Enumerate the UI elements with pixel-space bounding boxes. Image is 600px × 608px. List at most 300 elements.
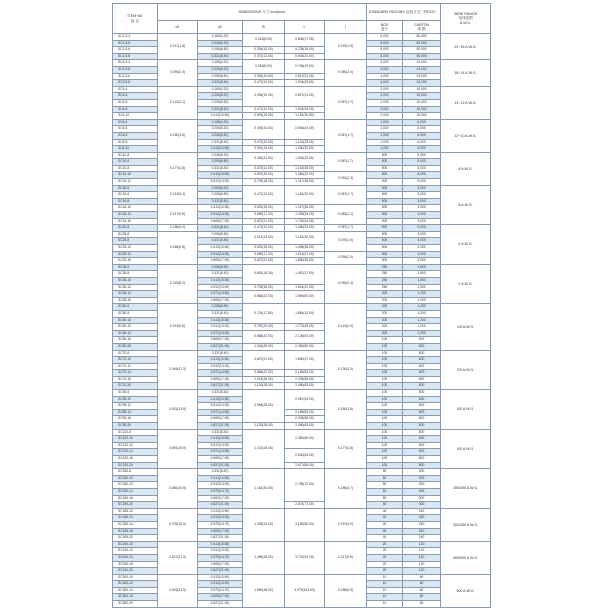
d1-cell: 0.531(13.5) bbox=[158, 390, 198, 430]
item-no-cell: SC2.5-5 bbox=[113, 66, 158, 73]
d1-cell: 0.827(21.0) bbox=[158, 541, 198, 574]
l-cell: 2.165(55.00) bbox=[285, 409, 325, 416]
table-row bbox=[113, 205, 491, 212]
b-cell: 0.591(15.00) bbox=[243, 245, 285, 252]
item-no-cell: SC185-10 bbox=[113, 508, 158, 515]
l-cell: 2.165(55.00) bbox=[285, 370, 325, 377]
l-cell: 2.087(53.00) bbox=[285, 390, 325, 410]
t-cell: 0.067(1.7) bbox=[325, 86, 367, 119]
b-cell: 0.315(8.00) bbox=[243, 34, 285, 47]
box-qty-cell: 250 bbox=[367, 271, 403, 278]
d2-cell: 0.571(14.50) bbox=[198, 370, 243, 377]
item-no-cell: SC240-20 bbox=[113, 568, 158, 575]
box-qty-cell: 2,000 bbox=[367, 106, 403, 113]
box-qty-cell: 5,000 bbox=[367, 53, 403, 60]
carton-qty-cell: 3,000 bbox=[403, 238, 441, 245]
d2-cell: 0.256(6.50) bbox=[198, 73, 243, 80]
d2-cell: 0.331(8.40) bbox=[198, 106, 243, 113]
item-no-cell: SC25-6 bbox=[113, 231, 158, 238]
b-cell: 0.669(17.00) bbox=[243, 251, 285, 258]
t-cell: 0.080(2.0) bbox=[325, 60, 367, 86]
carton-qty-cell: 1,500 bbox=[403, 284, 441, 291]
box-qty-cell: 500 bbox=[367, 185, 403, 192]
b-cell: 0.472(12.00) bbox=[243, 106, 285, 113]
l-cell: 1.339(34.00) bbox=[285, 212, 325, 219]
header-standard-packing: STANDARD PACKING 包装方式（PIECE） bbox=[367, 4, 441, 21]
carton-qty-cell: 300 bbox=[403, 502, 441, 509]
item-no-cell: SC25-12 bbox=[113, 251, 158, 258]
item-no-cell: SC10-8 bbox=[113, 165, 158, 172]
d2-cell: 0.331(8.40) bbox=[198, 139, 243, 146]
wire-range-cell: 250/300 A.W.G. bbox=[441, 469, 491, 509]
l-cell: 1.102(28.00) bbox=[285, 139, 325, 146]
d2-cell: 0.827(21.00) bbox=[198, 423, 243, 430]
d2-cell: 0.827(21.00) bbox=[198, 601, 243, 608]
carton-qty-cell: 6,000 bbox=[403, 139, 441, 146]
box-qty-cell: 500 bbox=[367, 198, 403, 205]
d2-cell: 0.206(5.20) bbox=[198, 126, 243, 133]
d2-cell: 0.512(13.00) bbox=[198, 284, 243, 291]
d2-cell: 0.669(17.00) bbox=[198, 594, 243, 601]
d2-cell: 0.571(14.50) bbox=[198, 409, 243, 416]
table-row bbox=[113, 508, 491, 515]
carton-qty-cell: 600 bbox=[403, 409, 441, 416]
box-qty-cell: 5,000 bbox=[367, 40, 403, 47]
d2-cell: 0.571(14.50) bbox=[198, 291, 243, 298]
box-qty-cell: 20 bbox=[367, 568, 403, 575]
l-cell: 0.606(17.05) bbox=[285, 34, 325, 47]
box-qty-cell: 10 bbox=[367, 587, 403, 594]
item-no-cell: SC35-10 bbox=[113, 277, 158, 284]
l-cell: 2.126(54.00) bbox=[285, 330, 325, 343]
l-cell: 1.181(30.00) bbox=[285, 113, 325, 120]
item-no-cell: SC70-14 bbox=[113, 370, 158, 377]
d2-cell: 0.331(8.40) bbox=[198, 80, 243, 87]
table-row bbox=[113, 86, 491, 93]
t-cell: 0.197(5.0) bbox=[325, 508, 367, 541]
item-no-cell: SC50-12 bbox=[113, 324, 158, 331]
l-cell: 1.260(32.00) bbox=[285, 146, 325, 153]
d2-cell: 0.512(13.00) bbox=[198, 515, 243, 522]
carton-qty-cell: 300 bbox=[403, 482, 441, 489]
b-cell: 0.472(12.00) bbox=[243, 80, 285, 87]
l-cell: 1.181(30.00) bbox=[285, 231, 325, 244]
item-no-cell: SC185-16 bbox=[113, 528, 158, 535]
carton-qty-cell: 240 bbox=[403, 508, 441, 515]
item-no-cell: SC50-6 bbox=[113, 304, 158, 311]
box-qty-cell: 4,000 bbox=[367, 60, 403, 67]
table-row bbox=[113, 574, 491, 581]
item-no-cell: SC185-20 bbox=[113, 535, 158, 542]
carton-qty-cell: 1,200 bbox=[403, 317, 441, 324]
b-cell: 1.181(30.00) bbox=[243, 469, 285, 509]
item-no-cell: SC16-12 bbox=[113, 212, 158, 219]
table-row bbox=[113, 119, 491, 126]
carton-qty-cell: 10,000 bbox=[403, 113, 441, 120]
d2-cell: 0.579(14.70) bbox=[198, 554, 243, 561]
t-cell: 0.083(2.1) bbox=[325, 205, 367, 225]
item-no-cell: SC70-20 bbox=[113, 383, 158, 390]
b-cell: 0.827(21.00) bbox=[243, 350, 285, 370]
d2-cell: 0.256(6.50) bbox=[198, 264, 243, 271]
l-cell: 1.850(47.00) bbox=[285, 350, 325, 370]
box-qty-cell: 500 bbox=[367, 192, 403, 199]
item-no-cell: SC185-14 bbox=[113, 521, 158, 528]
item-no-cell: SC300-14 bbox=[113, 587, 158, 594]
d2-cell: 0.206(5.20) bbox=[198, 185, 243, 192]
item-no-cell: SC240-12 bbox=[113, 548, 158, 555]
l-cell: 1.024(26.00) bbox=[285, 106, 325, 113]
carton-qty-cell: 120 bbox=[403, 554, 441, 561]
d2-cell: 0.413(10.50) bbox=[198, 245, 243, 252]
table-row bbox=[113, 34, 491, 41]
box-qty-cell: 50 bbox=[367, 475, 403, 482]
item-no-cell: SC4-8 bbox=[113, 106, 158, 113]
d2-cell: 0.256(6.50) bbox=[198, 159, 243, 166]
b-cell: 0.984(25.00) bbox=[243, 390, 285, 423]
box-qty-cell: 500 bbox=[367, 258, 403, 265]
carton-qty-cell: 600 bbox=[403, 456, 441, 463]
d2-cell: 0.413(10.50) bbox=[198, 277, 243, 284]
terminal-spec-table-wrapper bbox=[112, 3, 490, 608]
d1-cell: 0.709(18.0) bbox=[158, 508, 198, 541]
carton-qty-cell: 3,000 bbox=[403, 192, 441, 199]
wire-range-cell: 300/350 A.W.G. bbox=[441, 508, 491, 541]
box-qty-cell: 200 bbox=[367, 317, 403, 324]
carton-qty-cell: 600 bbox=[403, 357, 441, 364]
l-cell: 3.701(94.00) bbox=[285, 541, 325, 574]
box-qty-cell: 250 bbox=[367, 264, 403, 271]
carton-qty-cell: 60 bbox=[403, 574, 441, 581]
box-qty-cell: 100 bbox=[367, 357, 403, 364]
carton-qty-cell: 60 bbox=[403, 594, 441, 601]
d1-cell: 0.650(16.5) bbox=[158, 469, 198, 509]
b-cell: 0.591(15.00) bbox=[243, 205, 285, 212]
item-no-cell: SC70-8 bbox=[113, 350, 158, 357]
table-row bbox=[113, 390, 491, 397]
table-row bbox=[113, 429, 491, 436]
d1-cell: 0.323(8.2) bbox=[158, 264, 198, 304]
carton-qty-cell: 1,200 bbox=[403, 310, 441, 317]
box-qty-cell: 100 bbox=[367, 449, 403, 456]
l-cell: 1.890(48.00) bbox=[285, 258, 325, 265]
carton-qty-cell: 600 bbox=[403, 442, 441, 449]
carton-qty-cell: 5,000 bbox=[403, 165, 441, 172]
header-d1: d1 bbox=[158, 21, 198, 34]
b-cell: 0.591(15.00) bbox=[243, 113, 285, 120]
box-qty-cell: 100 bbox=[367, 337, 403, 344]
l-cell: 3.150(80.00) bbox=[285, 508, 325, 541]
item-no-cell: SC50-14 bbox=[113, 330, 158, 337]
box-qty-cell: 500 bbox=[367, 172, 403, 179]
item-no-cell: SC150-10 bbox=[113, 475, 158, 482]
carton-qty-cell: 600 bbox=[403, 337, 441, 344]
box-qty-cell: 200 bbox=[367, 330, 403, 337]
d1-cell: 0.213(5.4) bbox=[158, 185, 198, 205]
item-no-cell: SC300-16 bbox=[113, 594, 158, 601]
d2-cell: 0.331(8.40) bbox=[198, 165, 243, 172]
d2-cell: 0.669(17.00) bbox=[198, 258, 243, 265]
item-no-cell: SC1.5-5 bbox=[113, 40, 158, 47]
box-qty-cell: 500 bbox=[367, 225, 403, 232]
d1-cell: 0.591(15.0) bbox=[158, 429, 198, 469]
carton-qty-cell: 3,000 bbox=[403, 212, 441, 219]
item-no-cell: SC95-16 bbox=[113, 416, 158, 423]
box-qty-cell: 2,000 bbox=[367, 113, 403, 120]
d2-cell: 0.413(10.50) bbox=[198, 396, 243, 403]
d2-cell: 0.512(13.00) bbox=[198, 442, 243, 449]
carton-qty-cell: 120 bbox=[403, 541, 441, 548]
d2-cell: 0.512(13.00) bbox=[198, 179, 243, 186]
l-cell: 2.480(63.00) bbox=[285, 383, 325, 390]
d1-cell: 0.236(6.0) bbox=[158, 225, 198, 232]
item-no-cell: SC16-8 bbox=[113, 198, 158, 205]
item-no-cell: SC35-14 bbox=[113, 291, 158, 298]
d2-cell: 0.256(6.50) bbox=[198, 231, 243, 238]
box-qty-cell: 500 bbox=[367, 165, 403, 172]
d2-cell: 0.331(8.40) bbox=[198, 198, 243, 205]
l-cell: 1.181(30.00) bbox=[285, 185, 325, 205]
item-no-cell: SC120-10 bbox=[113, 436, 158, 443]
carton-qty-cell: 600 bbox=[403, 403, 441, 410]
t-cell: 0.067(1.7) bbox=[325, 152, 367, 172]
box-qty-cell: 2,000 bbox=[367, 99, 403, 106]
header-t: t bbox=[325, 21, 367, 34]
item-no-cell: SC6-5 bbox=[113, 126, 158, 133]
carton-qty-cell: 3,000 bbox=[403, 198, 441, 205]
d2-cell: 0.512(13.00) bbox=[198, 403, 243, 410]
item-no-cell: SC6-10 bbox=[113, 146, 158, 153]
b-cell: 0.866(22.00) bbox=[243, 370, 285, 377]
carton-qty-cell: 240 bbox=[403, 521, 441, 528]
d2-cell: 0.512(13.00) bbox=[198, 251, 243, 258]
d2-cell: 0.512(13.00) bbox=[198, 482, 243, 489]
d2-cell: 0.206(5.20) bbox=[198, 93, 243, 100]
b-cell: 0.866(22.00) bbox=[243, 291, 285, 304]
box-qty-cell: 5,000 bbox=[367, 47, 403, 54]
item-no-cell: SC120-12 bbox=[113, 442, 158, 449]
header-l: L bbox=[285, 21, 325, 34]
item-no-cell: SC25-10 bbox=[113, 245, 158, 252]
box-qty-cell: 250 bbox=[367, 277, 403, 284]
item-no-cell: SC95-14 bbox=[113, 409, 158, 416]
box-qty-cell: 2,000 bbox=[367, 86, 403, 93]
item-no-cell: SC120-20 bbox=[113, 462, 158, 469]
d2-cell: 0.669(17.00) bbox=[198, 561, 243, 568]
item-no-cell: SC150-20 bbox=[113, 502, 158, 509]
d2-cell: 0.256(6.50) bbox=[198, 99, 243, 106]
table-row bbox=[113, 304, 491, 311]
l-cell: 1.654(42.00) bbox=[285, 304, 325, 324]
item-no-cell: SC120-16 bbox=[113, 456, 158, 463]
table-body bbox=[113, 34, 491, 608]
item-no-cell: SC50-8 bbox=[113, 310, 158, 317]
box-qty-cell: 20 bbox=[367, 554, 403, 561]
l-cell: 0.827(21.00) bbox=[285, 86, 325, 106]
carton-qty-cell: 3,000 bbox=[403, 251, 441, 258]
l-cell: 2.874(73.00) bbox=[285, 502, 325, 509]
table-row bbox=[113, 225, 491, 232]
box-qty-cell: 500 bbox=[367, 179, 403, 186]
carton-qty-cell: 10,000 bbox=[403, 99, 441, 106]
item-no-cell: SC95-12 bbox=[113, 403, 158, 410]
carton-qty-cell: 1,500 bbox=[403, 264, 441, 271]
item-no-cell: SC6-6 bbox=[113, 132, 158, 139]
wire-range-cell: 8 A.W.G. bbox=[441, 152, 491, 185]
d2-cell: 0.331(8.40) bbox=[198, 429, 243, 436]
item-no-cell: SC50-20 bbox=[113, 343, 158, 350]
box-qty-cell: 1,000 bbox=[367, 119, 403, 126]
b-cell: 0.709(18.00) bbox=[243, 179, 285, 186]
wire-range-cell: 400/500 A.W.G. bbox=[441, 541, 491, 574]
d1-cell: 0.217(5.5) bbox=[158, 205, 198, 225]
carton-qty-cell: 600 bbox=[403, 390, 441, 397]
item-no-cell: SC16-6 bbox=[113, 192, 158, 199]
item-no-cell: SC95-20 bbox=[113, 423, 158, 430]
carton-qty-cell: 600 bbox=[403, 363, 441, 370]
box-qty-cell: 10 bbox=[367, 574, 403, 581]
carton-qty-cell: 600 bbox=[403, 376, 441, 383]
carton-qty-cell: 120 bbox=[403, 561, 441, 568]
b-cell: 0.709(18.00) bbox=[243, 284, 285, 291]
l-cell: 1.772(45.00) bbox=[285, 324, 325, 331]
box-qty-cell: 1,000 bbox=[367, 132, 403, 139]
carton-qty-cell: 3,000 bbox=[403, 225, 441, 232]
b-cell: 0.472(12.00) bbox=[243, 185, 285, 205]
b-cell: 0.866(22.00) bbox=[243, 330, 285, 343]
box-qty-cell: 500 bbox=[367, 238, 403, 245]
l-cell: 1.417(36.00) bbox=[285, 179, 325, 186]
d2-cell: 0.413(10.50) bbox=[198, 357, 243, 364]
wire-range-cell: 22~16 A.W.G. bbox=[441, 34, 491, 60]
carton-qty-cell: 10,000 bbox=[403, 86, 441, 93]
d2-cell: 0.165(4.20) bbox=[198, 86, 243, 93]
t-cell: 0.094(2.4) bbox=[325, 251, 367, 264]
carton-qty-cell: 300 bbox=[403, 495, 441, 502]
d2-cell: 0.669(17.00) bbox=[198, 456, 243, 463]
l-cell: 1.417(36.00) bbox=[285, 205, 325, 212]
item-no-cell: SC300-10 bbox=[113, 574, 158, 581]
t-cell: 0.185(4.7) bbox=[325, 469, 367, 509]
box-qty-cell: 4,000 bbox=[367, 80, 403, 87]
box-qty-cell: 100 bbox=[367, 396, 403, 403]
header-carton: CARTON 纸 箱 bbox=[403, 21, 441, 34]
d2-cell: 0.669(17.00) bbox=[198, 218, 243, 225]
carton-qty-cell: 300 bbox=[403, 475, 441, 482]
d2-cell: 0.413(10.50) bbox=[198, 436, 243, 443]
b-cell: 0.669(17.00) bbox=[243, 212, 285, 219]
box-qty-cell: 50 bbox=[367, 469, 403, 476]
box-qty-cell: 200 bbox=[367, 304, 403, 311]
d2-cell: 0.331(8.40) bbox=[198, 225, 243, 232]
b-cell: 0.701(17.80) bbox=[243, 304, 285, 324]
carton-qty-cell: 24,000 bbox=[403, 60, 441, 67]
item-no-cell: SC70-16 bbox=[113, 376, 158, 383]
d2-cell: 0.413(10.50) bbox=[198, 146, 243, 153]
carton-qty-cell: 5,000 bbox=[403, 172, 441, 179]
t-cell: 0.075(1.9) bbox=[325, 34, 367, 60]
l-cell: 2.362(60.00) bbox=[285, 343, 325, 350]
d2-cell: 0.512(13.00) bbox=[198, 548, 243, 555]
wire-range-cell: 4 A.W.G. bbox=[441, 225, 491, 265]
box-qty-cell: 500 bbox=[367, 231, 403, 238]
b-cell: 0.394(10.00) bbox=[243, 119, 285, 139]
d2-cell: 0.413(10.50) bbox=[198, 113, 243, 120]
box-qty-cell: 40 bbox=[367, 528, 403, 535]
carton-qty-cell: 50,000 bbox=[403, 53, 441, 60]
d1-cell: 0.266(6.8) bbox=[158, 231, 198, 264]
d2-cell: 0.512(13.00) bbox=[198, 581, 243, 588]
item-no-cell: SC4-4 bbox=[113, 86, 158, 93]
item-no-cell: SC25-8 bbox=[113, 238, 158, 245]
carton-qty-cell: 60 bbox=[403, 601, 441, 608]
b-cell: 1.102(28.00) bbox=[243, 429, 285, 469]
b-cell: 1.339(34.00) bbox=[243, 508, 285, 541]
carton-qty-cell: 600 bbox=[403, 343, 441, 350]
box-qty-cell: 100 bbox=[367, 409, 403, 416]
d2-cell: 0.827(21.00) bbox=[198, 502, 243, 509]
item-no-cell: SC4-10 bbox=[113, 113, 158, 120]
b-cell: 0.453(11.50) bbox=[243, 152, 285, 165]
d2-cell: 0.413(10.50) bbox=[198, 508, 243, 515]
item-no-cell: SC10-12 bbox=[113, 179, 158, 186]
item-no-cell: SC150-12 bbox=[113, 482, 158, 489]
l-cell: 2.205(56.00) bbox=[285, 376, 325, 383]
box-qty-cell: 100 bbox=[367, 376, 403, 383]
b-cell: 0.472(12.00) bbox=[243, 53, 285, 60]
b-cell: 1.102(28.00) bbox=[243, 383, 285, 390]
d1-cell: 0.177(4.5) bbox=[158, 152, 198, 185]
carton-qty-cell: 6,000 bbox=[403, 132, 441, 139]
item-no-cell: SC240-16 bbox=[113, 561, 158, 568]
l-cell: 2.520(64.00) bbox=[285, 449, 325, 462]
d2-cell: 0.413(10.50) bbox=[198, 574, 243, 581]
d2-cell: 0.331(8.40) bbox=[198, 350, 243, 357]
t-cell: 0.150(3.8) bbox=[325, 390, 367, 430]
box-qty-cell: 500 bbox=[367, 152, 403, 159]
t-cell: 0.091(2.3) bbox=[325, 172, 367, 185]
table-row bbox=[113, 350, 491, 357]
d2-cell: 0.579(14.70) bbox=[198, 488, 243, 495]
d2-cell: 0.331(8.40) bbox=[198, 310, 243, 317]
b-cell: 0.591(15.00) bbox=[243, 172, 285, 179]
d2-cell: 0.413(10.50) bbox=[198, 205, 243, 212]
box-qty-cell: 50 bbox=[367, 495, 403, 502]
carton-qty-cell: 240 bbox=[403, 535, 441, 542]
table-row bbox=[113, 231, 491, 238]
box-qty-cell: 100 bbox=[367, 363, 403, 370]
wire-range-cell: 2 A.W.G. bbox=[441, 264, 491, 304]
box-qty-cell: 100 bbox=[367, 456, 403, 463]
l-cell: 2.480(63.00) bbox=[285, 423, 325, 430]
box-qty-cell: 100 bbox=[367, 350, 403, 357]
d2-cell: 0.579(14.70) bbox=[198, 587, 243, 594]
b-cell: 0.394(10.00) bbox=[243, 47, 285, 54]
d2-cell: 0.571(14.50) bbox=[198, 330, 243, 337]
d1-cell: 0.122(3.1) bbox=[158, 86, 198, 119]
wire-range-cell: 500 A.W.G. bbox=[441, 574, 491, 607]
item-no-cell: SC120-8 bbox=[113, 429, 158, 436]
t-cell: 0.130(3.3) bbox=[325, 350, 367, 390]
d2-cell: 0.413(10.50) bbox=[198, 317, 243, 324]
box-qty-cell: 100 bbox=[367, 442, 403, 449]
item-no-cell: SC150-8 bbox=[113, 469, 158, 476]
box-qty-cell: 50 bbox=[367, 482, 403, 489]
carton-qty-cell: 24,000 bbox=[403, 80, 441, 87]
wire-range-cell: 14~12 A.W.G. bbox=[441, 86, 491, 119]
box-qty-cell: 100 bbox=[367, 343, 403, 350]
b-cell: 1.890(48.00) bbox=[243, 574, 285, 607]
